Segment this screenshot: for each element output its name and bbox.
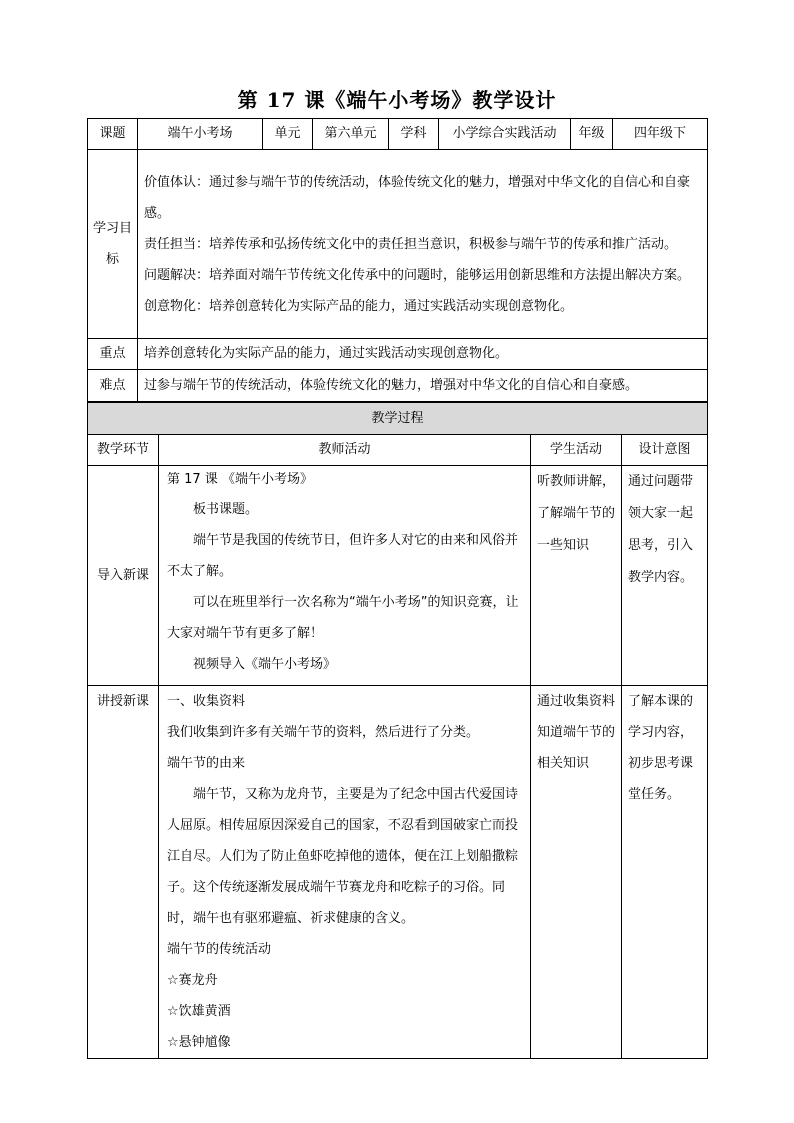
label-grade: 年级 — [571, 119, 613, 150]
student-activity-intro — [531, 466, 622, 686]
teacher-line: 端午节是我国的传统节日，但许多人对它的由来和风俗并不太了解。 — [167, 533, 519, 579]
column-student: 学生活动 — [531, 435, 622, 466]
label-unit: 单元 — [263, 119, 313, 150]
teacher-line: 一、收集资料 — [167, 694, 246, 709]
column-stage: 教学环节 — [88, 435, 159, 466]
objective-line: 责任担当：培养传承和弘扬传统文化中的责任担当意识，积极参与端午节的传承和推广活动。 — [144, 236, 678, 252]
objectives-label: 学习目标 — [88, 150, 138, 339]
label-topic: 课题 — [88, 119, 138, 150]
key-point-text: 培养创意转化为实际产品的能力，通过实践活动实现创意物化。 — [138, 339, 708, 370]
stage-intro: 导入新课 — [88, 466, 159, 686]
intent-text: 了解本课的学习内容，初步思考课堂任务。 — [628, 694, 694, 802]
teacher-line: 第 17 课 《端午小考场》 — [167, 472, 313, 487]
teacher-line: 端午节，又称为龙舟节，主要是为了纪念中国古代爱国诗人屈原。相传屈原因深爱自己的国家，不忍看到国破家亡而投江自尽。人们为了防止鱼虾吃掉他的遗体，便在江上划船撒粽子。这个传统逐渐发展成端午节赛龙舟和吃粽子的习俗。同时，端午也有驱邪避瘟、祈求健康的含义。 — [167, 787, 519, 926]
objective-line: 问题解决：培养面对端午节传统文化传承中的问题时，能够运用创新思维和方法提出解决方案。 — [144, 267, 691, 283]
teacher-line: 视频导入《端午小考场》 — [193, 657, 337, 672]
teacher-activity-intro — [159, 466, 531, 686]
intent-new — [622, 686, 708, 1059]
student-activity-new — [531, 686, 622, 1059]
student-text: 通过收集资料知道端午节的相关知识 — [537, 694, 616, 771]
difficulty-label: 难点 — [88, 370, 138, 402]
stage-new-lesson: 讲授新课 — [88, 686, 159, 1059]
objective-line: 价值体认：通过参与端午节的传统活动，体验传统文化的魅力，增强对中华文化的自信心和自豪感。 — [144, 174, 691, 221]
teacher-line: 端午节的传统活动 — [167, 942, 272, 957]
teacher-line: 板书课题。 — [193, 502, 259, 517]
objectives-cell — [138, 150, 708, 339]
teacher-line: ☆悬钟馗像 — [167, 1035, 231, 1050]
topic-value: 端午小考场 — [138, 119, 263, 150]
teacher-line: ☆饮雄黄酒 — [167, 1004, 231, 1019]
lesson-info-table — [87, 118, 708, 402]
label-subject: 学科 — [389, 119, 439, 150]
teacher-line: ☆赛龙舟 — [167, 973, 218, 988]
difficulty-text: 过参与端午节的传统活动，体验传统文化的魅力，增强对中华文化的自信心和自豪感。 — [138, 370, 708, 402]
grade-value: 四年级下 — [613, 119, 708, 150]
teacher-line: 端午节的由来 — [167, 756, 246, 771]
objective-line: 创意物化：培养创意转化为实际产品的能力，通过实践活动实现创意物化。 — [144, 298, 574, 314]
teacher-activity-new — [159, 686, 531, 1059]
student-text: 听教师讲解，了解端午节的一些知识 — [537, 474, 616, 553]
intent-intro — [622, 466, 708, 686]
document-title: 第 17 课《端午小考场》教学设计 — [237, 88, 557, 112]
teacher-line: 我们收集到许多有关端午节的资料，然后进行了分类。 — [167, 725, 480, 740]
process-header: 教学过程 — [88, 403, 708, 435]
column-intent: 设计意图 — [622, 435, 708, 466]
intent-text: 通过问题带领大家一起思考，引入教学内容。 — [628, 474, 694, 585]
key-point-label: 重点 — [88, 339, 138, 370]
teacher-line: 可以在班里举行一次名称为“端午小考场”的知识竞赛，让大家对端午节有更多了解！ — [167, 595, 519, 641]
column-teacher: 教师活动 — [159, 435, 531, 466]
unit-value: 第六单元 — [313, 119, 389, 150]
teaching-process-table — [87, 402, 708, 1059]
subject-value: 小学综合实践活动 — [439, 119, 571, 150]
